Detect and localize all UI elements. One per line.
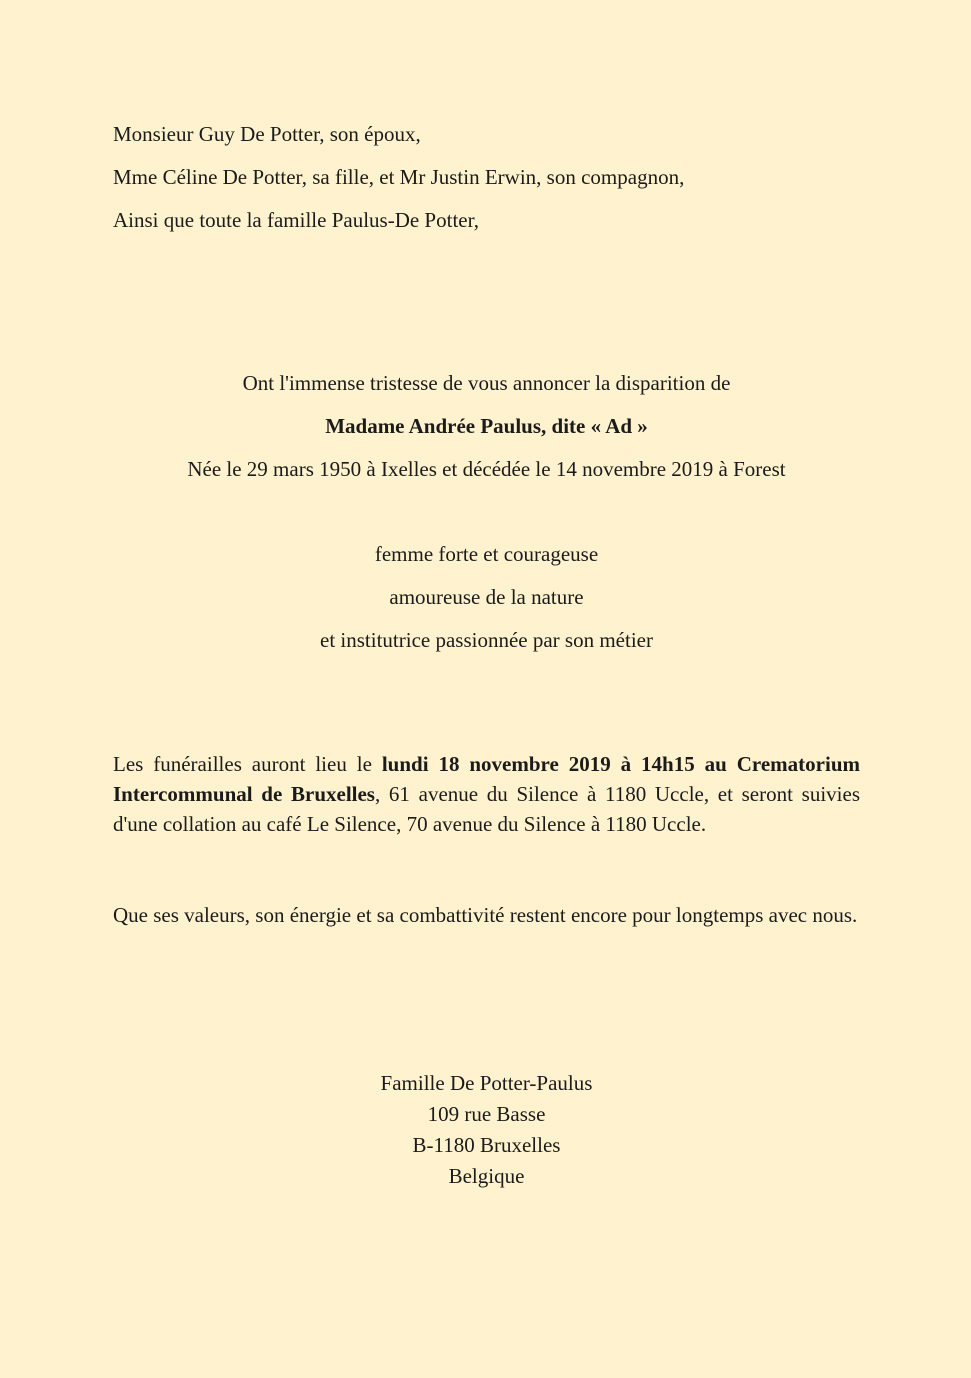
address-street: 109 rue Basse bbox=[427, 1102, 546, 1126]
tribute-line-3: et institutrice passionnée par son métier bbox=[320, 628, 653, 652]
family-address-block bbox=[113, 1068, 860, 1192]
address-city: B-1180 Bruxelles bbox=[412, 1133, 561, 1157]
funeral-details-paragraph bbox=[113, 749, 860, 839]
tribute-line-1: femme forte et courageuse bbox=[374, 542, 599, 566]
funeral-details-prefix: Les funérailles auront lieu le bbox=[113, 752, 382, 776]
announcement-block bbox=[113, 362, 860, 491]
family-line-extended: Ainsi que toute la famille Paulus-De Potter, bbox=[113, 208, 480, 232]
closing-paragraph: Que ses valeurs, son énergie et sa combattivité restent encore pour longtemps avec nous. bbox=[113, 903, 858, 927]
tribute-block bbox=[113, 533, 860, 662]
tribute-line-2: amoureuse de la nature bbox=[389, 585, 584, 609]
family-line-husband: Monsieur Guy De Potter, son époux, bbox=[113, 122, 421, 146]
address-country: Belgique bbox=[448, 1164, 525, 1188]
deceased-name: Madame Andrée Paulus, dite « Ad » bbox=[325, 414, 648, 438]
intro-line: Ont l'immense tristesse de vous annoncer la disparition de bbox=[242, 371, 731, 395]
address-family-name: Famille De Potter-Paulus bbox=[380, 1071, 593, 1095]
family-block bbox=[113, 113, 860, 242]
funeral-details-datetime-venue: lundi 18 novembre 2019 à 14h15 au Crematorium Intercommunal de Bruxelles bbox=[113, 752, 860, 806]
family-line-daughter: Mme Céline De Potter, sa fille, et Mr Justin Erwin, son compagnon, bbox=[113, 165, 685, 189]
life-dates-line: Née le 29 mars 1950 à Ixelles et décédée le 14 novembre 2019 à Forest bbox=[187, 457, 786, 481]
funeral-details-suffix: , 61 avenue du Silence à 1180 Uccle, et seront suivies d'une collation au café Le Silence, 70 avenue du Silence à 1180 Uccle. bbox=[113, 782, 860, 836]
